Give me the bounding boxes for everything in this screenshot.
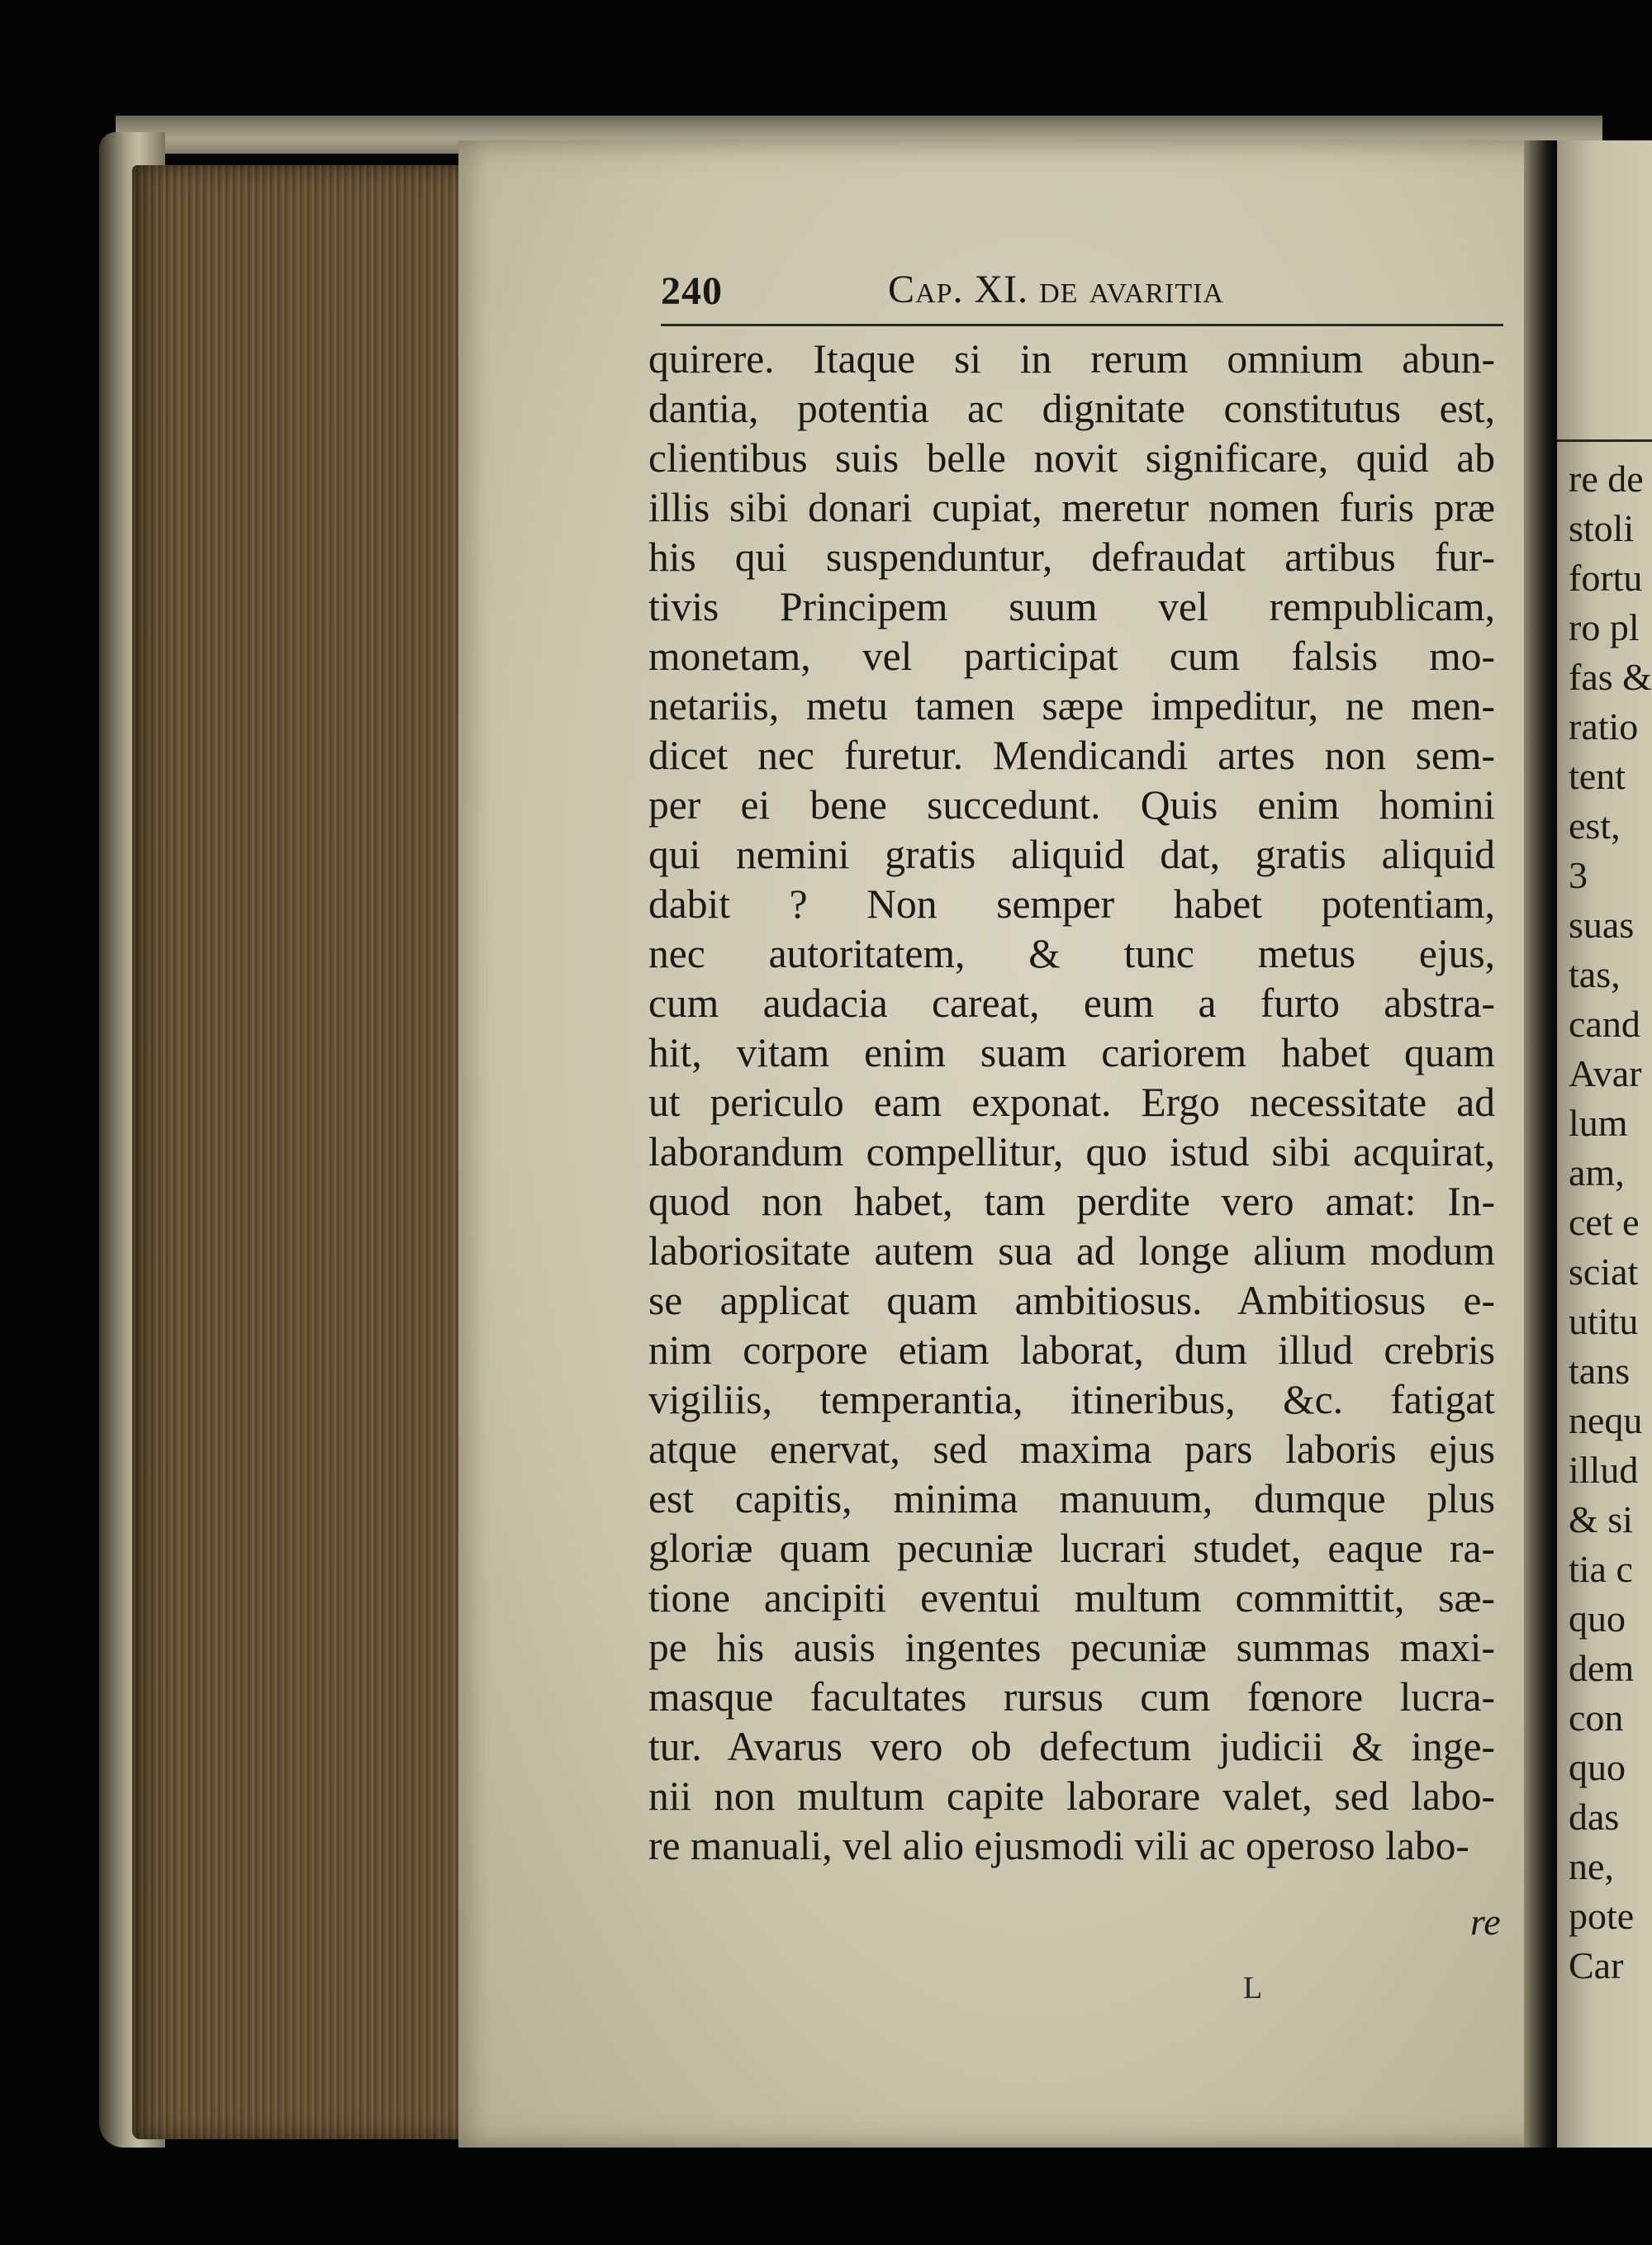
page-header (661, 260, 1388, 318)
facing-page-line: illud (1569, 1449, 1639, 1491)
text-line: laborandum compellitur, quo istud sibi acquirat, (648, 1129, 1495, 1175)
text-line: nii non multum capite laborare valet, sed labo- (648, 1773, 1495, 1819)
text-line: nec autoritatem, & tunc metus ejus, (648, 931, 1495, 976)
facing-page-line: sciat (1569, 1251, 1639, 1293)
text-line: netariis, metu tamen sæpe impeditur, ne men- (648, 683, 1495, 729)
facing-page-line: 3 (1569, 854, 1588, 896)
facing-page-line: stoli (1569, 507, 1635, 549)
facing-page-line: fas & (1569, 656, 1652, 698)
text-line: masque facultates rursus cum fœnore lucra- (648, 1674, 1495, 1720)
text-line: quirere. Itaque si in rerum omnium abun- (648, 336, 1495, 382)
facing-page-line: cand (1569, 1003, 1640, 1045)
facing-page-line: cet e (1569, 1201, 1640, 1243)
text-line: cum audacia careat, eum a furto abstra- (648, 980, 1495, 1026)
facing-page-line: pote (1569, 1895, 1635, 1937)
facing-page-line: ne, (1569, 1845, 1614, 1887)
catchword: re (1470, 1901, 1501, 1943)
facing-page-line: tas, (1569, 953, 1621, 995)
facing-page-line: tans (1569, 1350, 1631, 1392)
text-line: ut periculo eam exponat. Ergo necessitate ad (648, 1080, 1495, 1125)
facing-page-line: tent (1569, 755, 1626, 797)
header-rule (661, 324, 1503, 326)
facing-page-line: suas (1569, 904, 1635, 946)
facing-page-line: Avar (1569, 1052, 1642, 1094)
facing-page-line: lum (1569, 1102, 1628, 1144)
facing-page-line: tia c (1569, 1548, 1633, 1590)
facing-page-line: ratio (1569, 705, 1639, 748)
right-page-text (1557, 457, 1652, 1993)
text-line: his qui suspenduntur, defraudat artibus fur- (648, 534, 1495, 580)
facing-page-line: am, (1569, 1151, 1625, 1194)
text-line: re manuali, vel alio ejusmodi vili ac operoso labo- (648, 1823, 1469, 1868)
facing-page-line: est, (1569, 804, 1621, 847)
text-line: se applicat quam ambitiosus. Ambitiosus e- (648, 1278, 1495, 1323)
signature-mark: L (1243, 1971, 1263, 2005)
text-line: qui nemini gratis aliquid dat, gratis aliquid (648, 832, 1495, 877)
text-line: illis sibi donari cupiat, meretur nomen furis præ (648, 485, 1495, 530)
facing-page-line: das (1569, 1796, 1620, 1838)
body-text (648, 335, 1495, 1871)
facing-page-line: dem (1569, 1647, 1635, 1689)
text-line: laboriositate autem sua ad longe alium modum (648, 1228, 1495, 1274)
text-line: dantia, potentia ac dignitate constitutus est, (648, 386, 1495, 431)
facing-page-line: Car (1569, 1944, 1624, 1986)
text-line: tivis Principem suum vel rempublicam, (648, 584, 1495, 629)
text-line: tione ancipiti eventui multum committit, sæ- (648, 1575, 1495, 1621)
right-page-rule (1557, 439, 1652, 442)
text-line: hit, vitam enim suam cariorem habet quam (648, 1030, 1495, 1075)
facing-page-line: fortu (1569, 557, 1643, 599)
running-head: Cap. XI. de avaritia (888, 268, 1224, 311)
facing-page-line: re de (1569, 458, 1644, 500)
text-line: gloriæ quam pecuniæ lucrari studet, eaque ra- (648, 1526, 1495, 1571)
text-line: vigiliis, temperantia, itineribus, &c. fatigat (648, 1377, 1495, 1422)
text-line: per ei bene succedunt. Quis enim homini (648, 782, 1495, 828)
facing-page-line: ro pl (1569, 606, 1640, 648)
right-page-fragment (1557, 140, 1652, 2148)
text-line: clientibus suis belle novit significare, quid ab (648, 435, 1495, 481)
facing-page-line: & si (1569, 1498, 1633, 1540)
text-line: est capitis, minima manuum, dumque plus (648, 1476, 1495, 1521)
facing-page-line: con (1569, 1697, 1624, 1739)
text-line: quod non habet, tam perdite vero amat: In- (648, 1179, 1495, 1224)
text-line: nim corpore etiam laborat, dum illud crebris (648, 1327, 1495, 1373)
text-line: tur. Avarus vero ob defectum judicii & inge- (648, 1724, 1495, 1769)
facing-page-line: quo (1569, 1597, 1626, 1640)
text-line: atque enervat, sed maxima pars laboris ejus (648, 1426, 1495, 1472)
book-gutter (1524, 140, 1557, 2148)
text-line: dabit ? Non semper habet potentiam, (648, 881, 1495, 927)
page-number: 240 (661, 269, 723, 313)
text-line: dicet nec furetur. Mendicandi artes non sem- (648, 733, 1495, 778)
facing-page-line: nequ (1569, 1399, 1643, 1441)
text-line: monetam, vel participat cum falsis mo- (648, 634, 1495, 679)
facing-page-line: utitu (1569, 1300, 1639, 1342)
facing-page-line: quo (1569, 1746, 1626, 1788)
text-line: pe his ausis ingentes pecuniæ summas maxi- (648, 1625, 1495, 1670)
